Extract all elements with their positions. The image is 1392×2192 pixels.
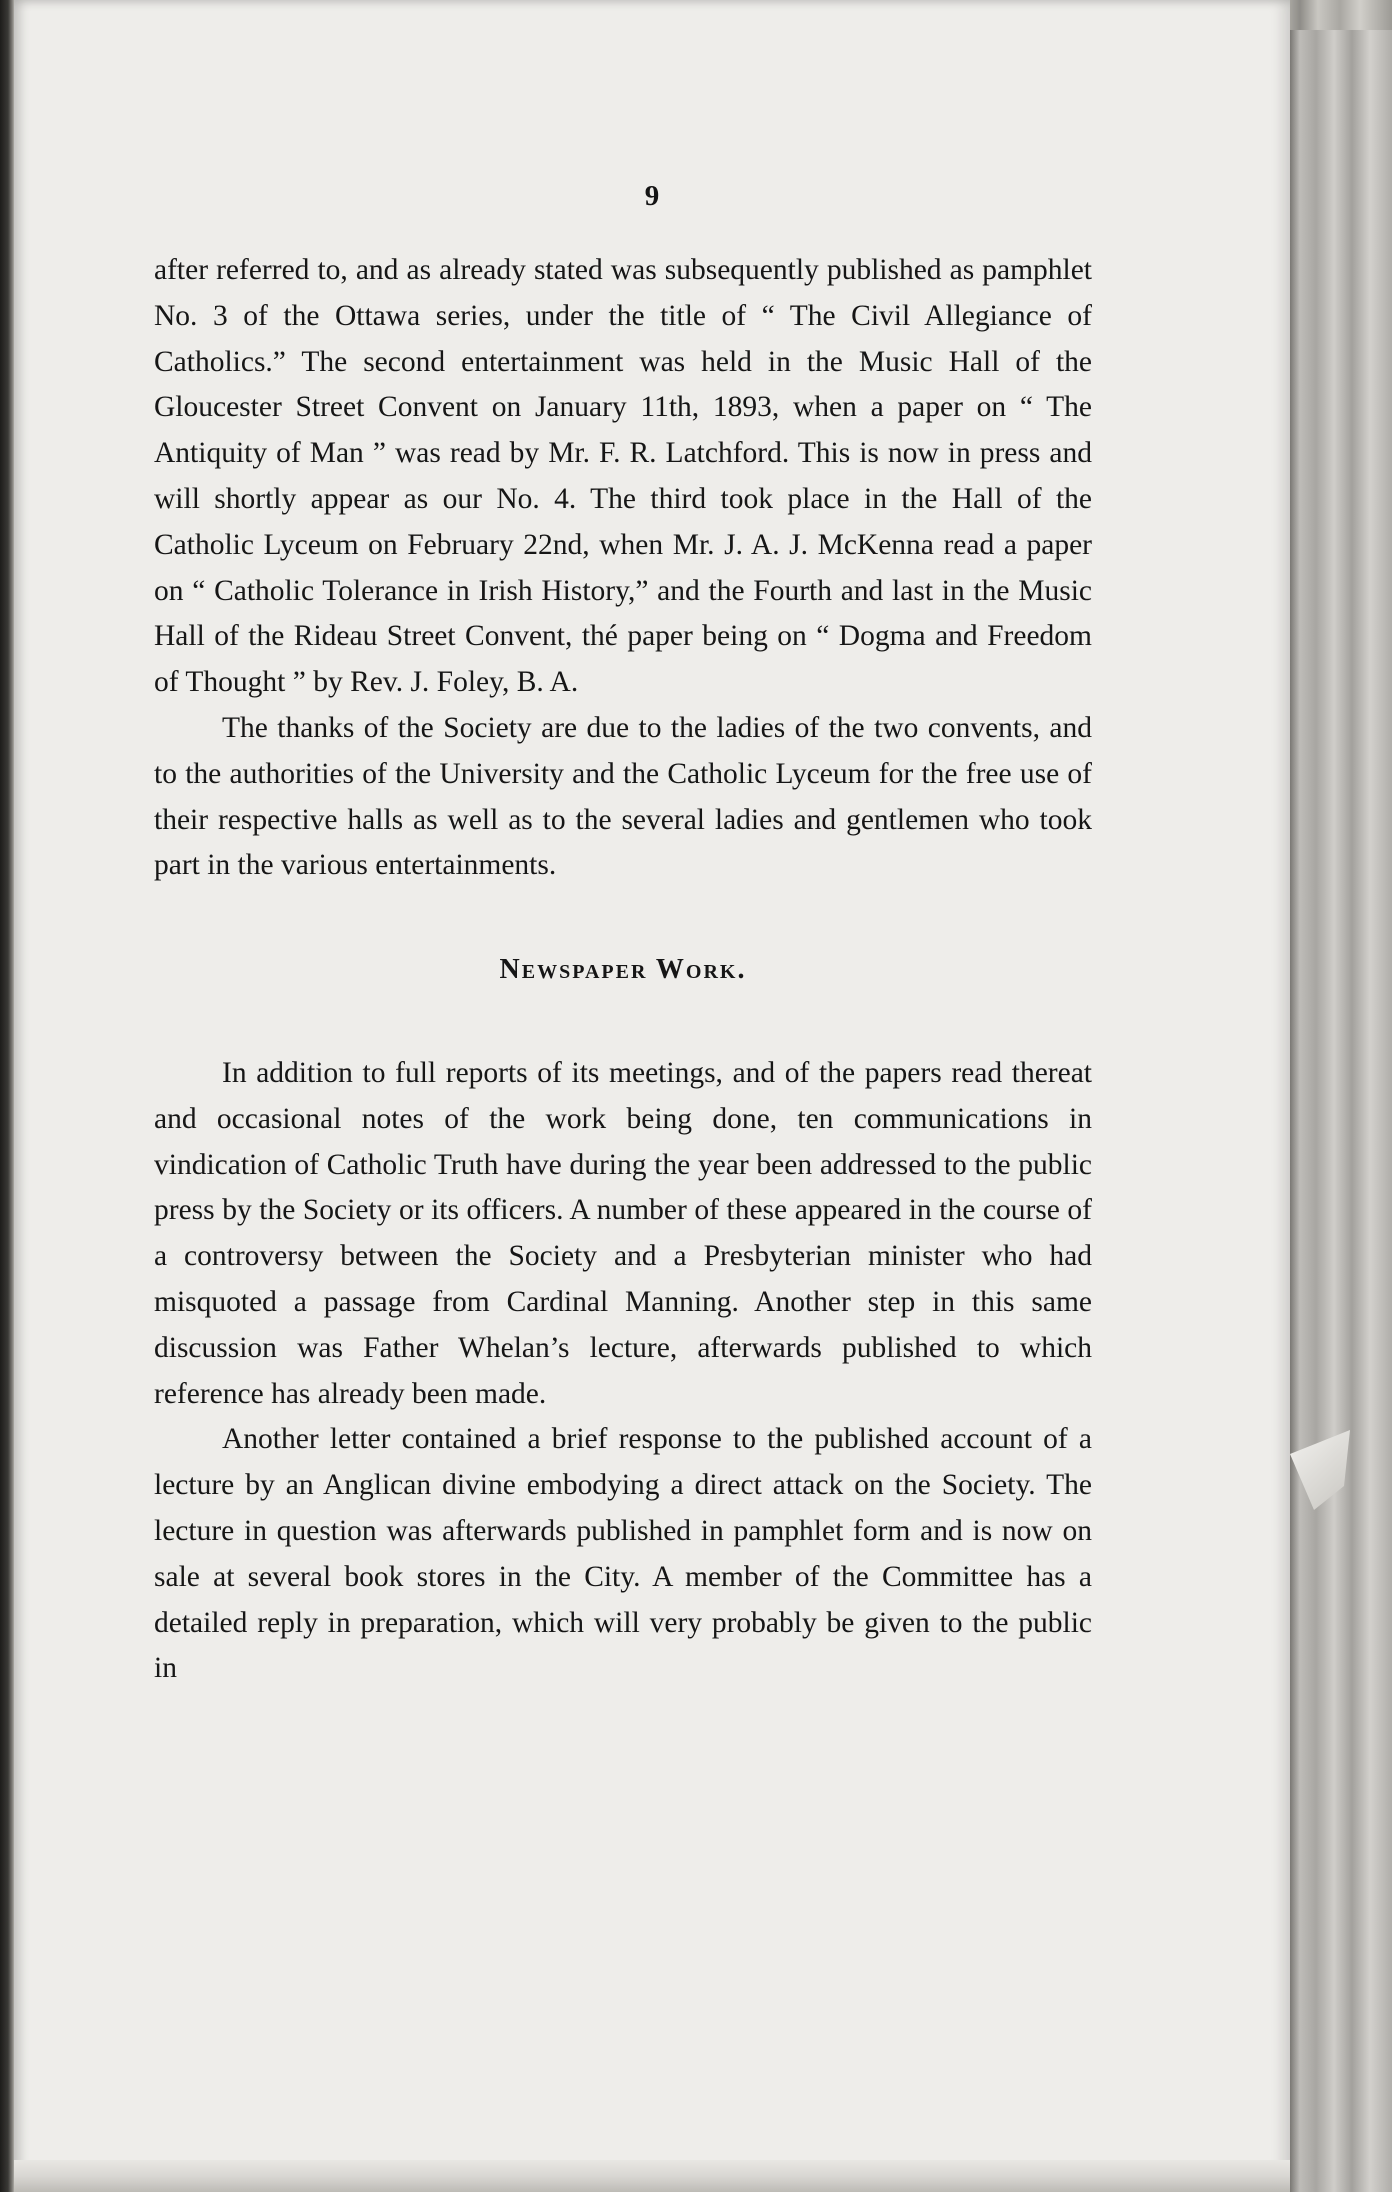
paragraph-2: The thanks of the Society are due to the ladies of the two convents, and to the authorities of the University and the Catholic Lyceum for the free use of their respective halls as well as to the several ladies and gentlemen who took part in the various entertainments. <box>154 711 1092 882</box>
page-number: 9 <box>644 180 660 212</box>
paragraph-1: after referred to, and as already stated was subsequently published as pamphlet No. 3 of the Ottawa series, under the title of “ The Civil Allegiance of Catholics.” The second entertainment was held in the Music Hall of the Gloucester Street Convent on January 11th, 1893, when a paper on “ The Antiquity of Man ” was read by Mr. F. R. Latchford. This is now in press and will shortly appear as our No. 4. The third took place in the Hall of the Catholic Lyceum on February 22nd, when Mr. J. A. J. McKenna read a paper on “ Catholic Tolerance in Irish History,” and the Fourth and last in the Music Hall of the Rideau Street Convent, thé paper being on “ Dogma and Freedom of Thought ” by Rev. J. Foley, B. A. <box>154 254 1092 699</box>
bottom-page-edge <box>14 2160 1290 2192</box>
paragraph-4: Another letter contained a brief response to the published account of a lecture by an Anglican divine embodying a direct attack on the Society. The lecture in question was afterwards published in pamphlet form and is now on sale at several book stores in the City. A member of the Committee has a detailed reply in preparation, which will very probably be given to the public in <box>154 1423 1092 1685</box>
book-page <box>14 0 1290 2192</box>
section-heading: Newspaper Work. <box>499 954 747 986</box>
book-page-edges <box>1290 30 1392 2192</box>
paragraph-3: In addition to full reports of its meetings, and of the papers read thereat and occasional notes of the work being done, ten communications in vindication of Catholic Truth have during the year been addressed to the public press by the Society or its officers. A number of these appeared in the course of a controversy between the Society and a Presbyterian minister who had misquoted a passage from Cardinal Manning. Another step in this same discussion was Father Whelan’s lecture, afterwards published to which reference has already been made. <box>154 1056 1092 1410</box>
body-text <box>154 248 1092 1692</box>
